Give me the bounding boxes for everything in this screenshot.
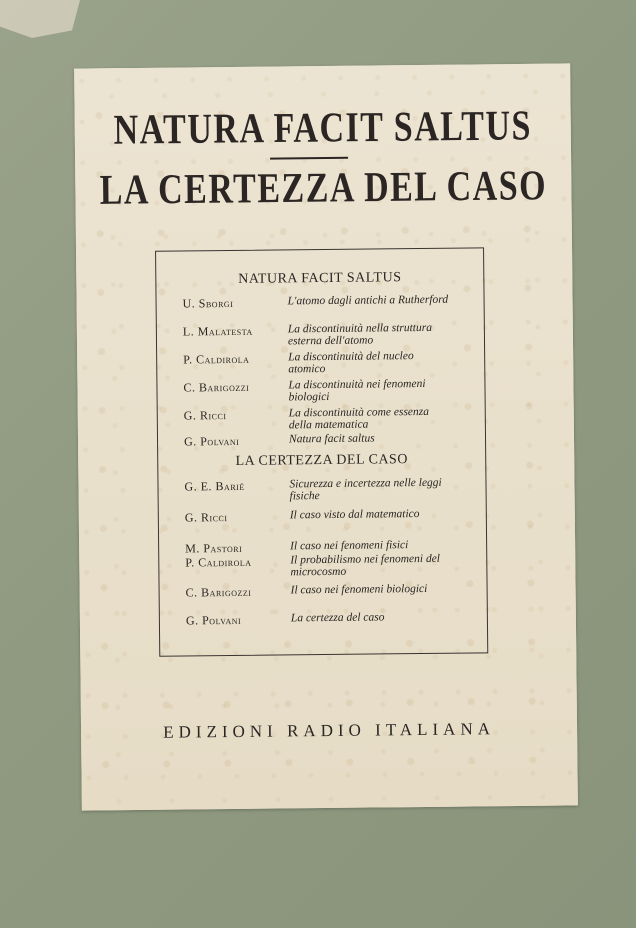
- title-divider: [270, 157, 348, 160]
- entry-work: Il caso nei fenomeni biologici: [290, 582, 428, 597]
- entry-author: C. Barigozzi: [183, 379, 250, 395]
- entry-author: G. E. Barié: [184, 478, 245, 494]
- entry-work: Il caso visto dal matematico: [289, 508, 420, 522]
- contents-entry: [186, 610, 476, 643]
- entry-author: G. Ricci: [183, 408, 227, 423]
- entry-author: M. Pastori: [185, 540, 243, 556]
- entry-author: U. Sborgi: [182, 295, 234, 311]
- entry-work: La discontinuità del nucleo atomico: [288, 350, 414, 376]
- publisher-name: EDIZIONI RADIO ITALIANA: [163, 719, 496, 742]
- entry-author: P. Caldirola: [185, 554, 252, 570]
- entry-author: C. Barigozzi: [185, 584, 252, 600]
- cover-title-line-2: LA CERTEZZA DEL CASO: [99, 162, 548, 214]
- entry-author: G. Polvani: [185, 612, 242, 628]
- backdrop-paper-scrap: [0, 0, 80, 38]
- entry-work: La certezza del caso: [290, 611, 385, 625]
- contents-box: [155, 247, 488, 656]
- entry-work: La discontinuità nei fenomeni biologici: [288, 377, 426, 404]
- cover-title-line-1: NATURA FACIT SALTUS: [113, 103, 533, 154]
- entry-author: G. Ricci: [184, 510, 228, 525]
- entry-author: G. Polvani: [183, 433, 240, 449]
- section-heading-2: LA CERTEZZA DEL CASO: [235, 452, 409, 469]
- entry-work: L'atomo dagli antichi a Rutherford: [287, 293, 449, 308]
- entry-work: Il probabilismo nei fenomeni del microcosmo: [290, 552, 441, 579]
- entry-work: Il caso nei fenomeni fisici: [290, 539, 409, 553]
- contents-entry: [185, 507, 475, 540]
- entry-work: Natura facit saltus: [288, 432, 375, 446]
- entry-work: La discontinuità nella struttura esterna dell'atomo: [287, 321, 433, 348]
- book-cover-paper: [74, 63, 578, 810]
- section-heading-1: NATURA FACIT SALTUS: [238, 270, 402, 287]
- entry-work: Sicurezza e incertezza nelle leggi fisiche: [289, 476, 442, 503]
- contents-entry: [185, 552, 475, 585]
- entry-work: La discontinuità come essenza della matematica: [288, 405, 430, 432]
- entry-author: L. Malatesta: [182, 323, 253, 339]
- contents-entry: [184, 476, 474, 509]
- entry-author: P. Caldirola: [183, 351, 250, 367]
